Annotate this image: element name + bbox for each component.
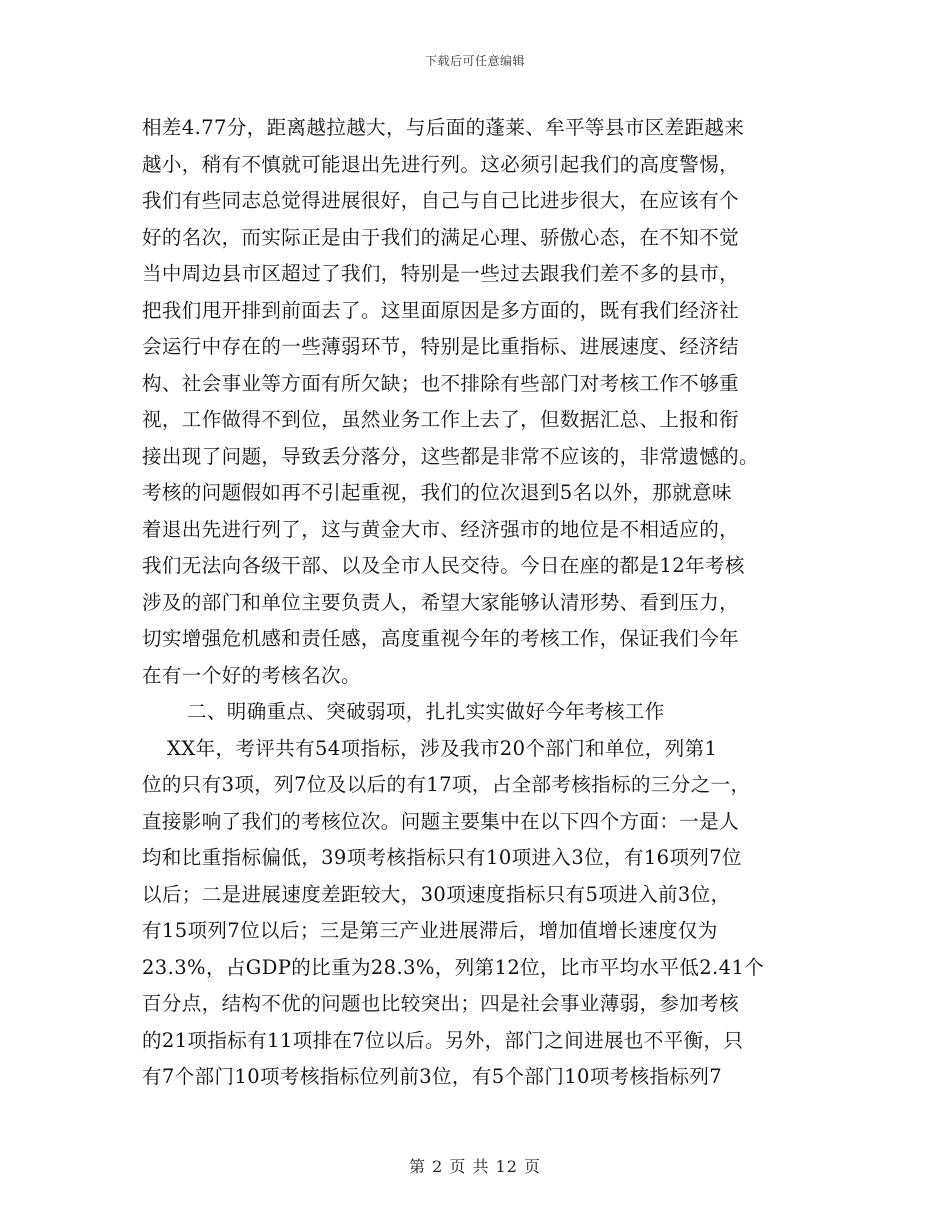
text-line: XX年，考评共有54项指标，涉及我市20个部门和单位，列第1 [167,736,718,760]
text-line: 我们无法向各级干部、以及全市人民交待。今日在座的都是12年考核 [142,554,745,577]
text-line: 着退出先进行列了，这与黄金大市、经济强市的地位是不相适应的， [142,517,740,541]
text-line: 好的名次，而实际正是由于我们的满足心理、骄傲心态，在不知不觉 [142,225,740,249]
text-line: 当中周边县市区超过了我们，特别是一些过去跟我们差不多的县市， [142,262,740,285]
section-heading: 二、明确重点、突破弱项，扎扎实实做好今年考核工作 [187,700,665,723]
text-line: 有7个部门10项考核指标位列前3位，有5个部门10项考核指标列7 [142,1065,723,1088]
text-line: 以后；二是进展速度差距较大，30项速度指标只有5项进入前3位， [142,882,731,906]
text-line: 的21项指标有11项排在7位以后。另外，部门之间进展也不平衡，只 [142,1028,744,1052]
text-line: 把我们甩开排到前面去了。这里面原因是多方面的，既有我们经济社 [142,298,740,322]
text-line: 考核的问题假如再不引起重视，我们的位次退到5名以外，那就意味 [142,481,732,504]
text-line: 越小，稍有不慎就可能退出先进行列。这必须引起我们的高度警惕， [142,152,740,176]
text-line: 涉及的部门和单位主要负责人，希望大家能够认清形势、看到压力， [142,590,740,614]
text-line: 位的只有3项，列7位及以后的有17项，占全部考核指标的三分之一， [142,773,751,796]
text-line: 接出现了问题，导致丢分落分，这些都是非常不应该的，非常遗憾的。 [142,444,759,468]
page-number: 第 2 页 共 12 页 [409,1157,541,1176]
text-line: 均和比重指标偏低，39项考核指标只有10项进入3位，有16项列7位 [142,846,742,869]
text-line: 我们有些同志总觉得进展很好，自己与自己比进步很大，在应该有个 [142,189,740,212]
text-line: 在有一个好的考核名次。 [142,663,361,687]
text-line: 会运行中存在的一些薄弱环节，特别是比重指标、进展速度、经济结 [142,335,740,358]
text-line: 视，工作做得不到位，虽然业务工作上去了，但数据汇总、上报和衔 [142,408,740,431]
text-line: 构、社会事业等方面有所欠缺；也不排除有些部门对考核工作不够重 [142,371,740,395]
text-line: 直接影响了我们的考核位次。问题主要集中在以下四个方面：一是人 [142,809,740,833]
text-line: 23.3%，占GDP的比重为28.3%，列第12位，比市平均水平低2.41个 [142,955,765,979]
document-body [142,110,812,1096]
text-line: 百分点，结构不优的问题也比较突出；四是社会事业薄弱，参加考核 [142,992,740,1015]
text-line: 相差4.77分，距离越拉越大，与后面的蓬莱、牟平等县市区差距越来 [142,116,745,139]
text-line: 切实增强危机感和责任感，高度重视今年的考核工作，保证我们今年 [142,627,740,650]
text-line: 有15项列7位以后；三是第三产业进展滞后，增加值增长速度仅为 [142,919,718,942]
page-header: 下载后可任意编辑 [424,54,525,68]
